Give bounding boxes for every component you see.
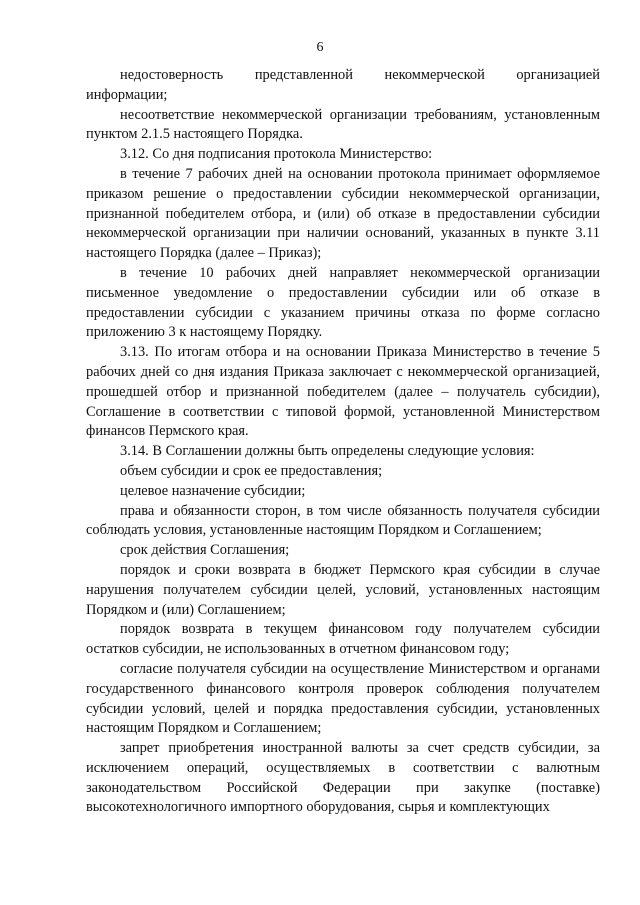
paragraph-remainder-return: порядок возврата в текущем финансовом году получателем субсидии остатков субсидии, не использованных в отчетном финансовом году; — [86, 621, 600, 658]
paragraph-audit-consent: согласие получателя субсидии на осуществление Министерством и органами государственного финансового контроля проверок соблюдения получателем субсидии условий, целей и порядка предоставления субсидии, установленных настоящим Порядком и Соглашением; — [86, 660, 600, 737]
paragraph-rights-obligations: права и обязанности сторон, в том числе обязанность получателя субсидии соблюдать условия, установленные настоящим Порядком и Соглашением; — [86, 502, 600, 539]
paragraph-agreement-term: срок действия Соглашения; — [120, 542, 290, 559]
paragraph-noncompliance: несоответствие некоммерческой организации требованиям, установленным пунктом 2.1.5 настоящего Порядка. — [86, 106, 600, 143]
document-body — [86, 66, 600, 818]
paragraph-currency-prohibition: запрет приобретения иностранной валюты за счет средств субсидии, за исключением операций, осуществляемых в соответствии с валютным законодательством Российской Федерации при закупке (поставке) высокотехнологичного импортного оборудования, сырья и комплектующих — [86, 740, 600, 816]
paragraph-subsidy-amount: объем субсидии и срок ее предоставления; — [120, 462, 383, 479]
paragraph-10-days-notice: в течение 10 рабочих дней направляет некоммерческой организации письменное уведомление о предоставлении субсидии или об отказе в предоставлении субсидии с указанием причины отказа по форме согласно приложению 3 к настоящему Порядку. — [86, 264, 600, 341]
page-number: 6 — [316, 40, 324, 55]
paragraph-3-12-heading: 3.12. Со дня подписания протокола Министерство: — [120, 146, 433, 163]
paragraph-7-days-decision: в течение 7 рабочих дней на основании протокола принимает оформляемое приказом решение о предоставлении субсидии некоммерческой организации, признанной победителем отбора, и (или) об отказе в предоставлении субсидии некоммерческой организации при наличии оснований, указанных в пункте 3.11 настоящего Порядка (далее – Приказ); — [86, 165, 600, 262]
paragraph-subsidy-purpose: целевое назначение субсидии; — [120, 482, 306, 499]
paragraph-3-13-agreement: 3.13. По итогам отбора и на основании Приказа Министерство в течение 5 рабочих дней со дня издания Приказа заключает с некоммерческой организацией, прошедшей отбор и признанной победителем (далее – получатель субсидии), Соглашение в соответствии с типовой формой, установленной Министерством финансов Пермского края. — [86, 344, 600, 440]
paragraph-return-procedure: порядок и сроки возврата в бюджет Пермского края субсидии в случае нарушения получателем субсидии целей, условий, установленных настоящим Порядком и (или) Соглашением; — [86, 561, 600, 618]
paragraph-3-14-heading: 3.14. В Соглашении должны быть определены следующие условия: — [120, 443, 535, 460]
paragraph-unreliable-info: недостоверность представленной некоммерческой организацией информации; — [86, 67, 600, 103]
